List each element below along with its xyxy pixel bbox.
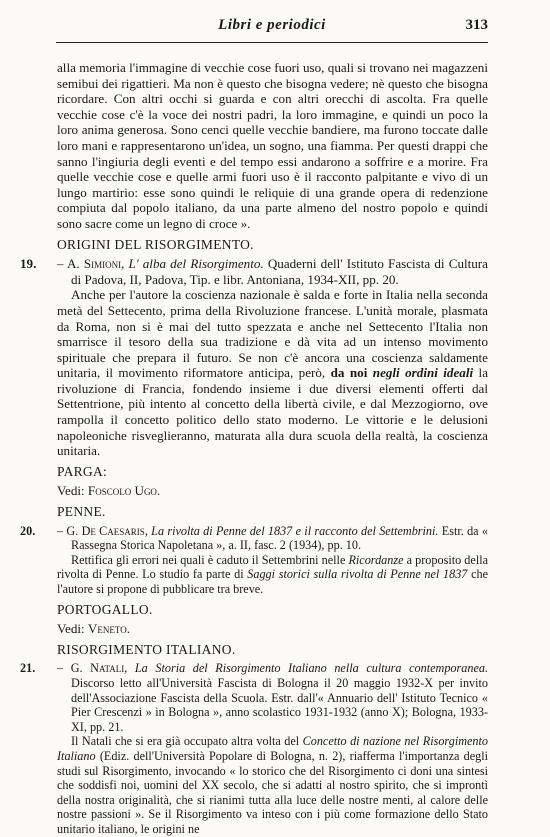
summary-text: Rettifica gli errori nei quali è caduto il Settembrini nelle <box>71 552 349 567</box>
entry-publication: Estr. da « Rassegna Storica Napoletana », a. II, fasc. 2 (1934), pp. 10. <box>71 523 488 553</box>
summary-italic: negli ordini ideali <box>372 365 474 381</box>
running-title: Libri e periodici <box>218 17 326 33</box>
entry-title: , La Storia del Risorgimento Italiano nella cultura contemporanea. <box>124 661 488 676</box>
summary-italic: Concetto di nazione nel Risorgimento Italiano <box>57 734 488 763</box>
entry-publication: Discorso letto all'Università Fascista di Bologna il 20 maggio 1932-X per invito dell'Associazione Fascista della Scuola. Estr. dall'« Annuario dell' Istituto Tecnico « Pier Crescenzi » in Bologna », anno scolastico 1931-1932 (anno X); Bologna, 1933-XI, pp. 21. <box>71 675 488 734</box>
summary-text: Anche per l'autore la coscienza nazionale è salda e forte in Italia nella seconda metà del Settecento, prima della Rivoluzione francese. L'unità morale, plasmata da Roma, non si è mai del tutto spezzata e anche nel Settecento l'Italia non smarrisce il tesoro della sua tradizione e dà vita ad un intenso movimento spirituale che prepara il futuro. Se non c'è ancora una coscienza saldamente unitaria, il movimento riformatore anticipa, però, <box>57 287 488 381</box>
section-heading-parga: PARGA: <box>57 463 108 479</box>
summary-text: la rivoluzione di Francia, fondendo insieme i due diversi elementi offerti dal Settentrione, più intento al concetto della libertà civile, e dal Mezzogiorno, ove rampolla il concetto politico dello stato moderno. Le vittorie e le delusioni napoleoniche risveglieranno, maturata alla dura scuola della realtà, la coscienza unitaria. <box>57 365 489 459</box>
page-number: 313 <box>465 17 488 33</box>
see-also-portogallo <box>57 621 488 637</box>
summary-text: a proposito della rivolta di Penne. Lo studio fa parte di <box>57 552 488 582</box>
see-label: Vedi: <box>57 621 88 637</box>
summary-text: Il Natali che si era già occupato altra volta del <box>71 734 303 749</box>
see-target: Veneto. <box>87 621 130 637</box>
see-also-parga <box>57 483 488 499</box>
intro-paragraph: alla memoria l'immagine di vecchie cose fuori uso, quali si trovano nei magazzeni semibui dei rigattieri. Ma non è questo che bisogna vedere; nè questo che bisogna ricordare. Con altri occhi si guarda e con altri orecchi di ascolta. Fra quelle vecchie cose c'è la voce dei nostri padri, la loro immagine, e quindi un poco la loro anima generosa. Sono cenci quelle vecchie bandiere, ma furono toccate dalle loro mani e rappresentarono un'idea, un sogno, una fiamma. Per questi drappi che sanno l'ingiuria degli eventi e del tempo essi andarono a soffrire e a morire. Fra quelle vecchie cose e quelle armi fuori uso è il racconto palpitante e vivo di un lungo martirio: esse sono quindi le reliquie di una grande opera di redenzione compiuta dal popolo italiano, da una parte almeno del nostro popolo e quindi sono sacre come un legno di croce ». <box>57 60 488 231</box>
summary-text: (Ediz. dell'Università Popolare di Bologna, n. 2), riafferma l'importanza degli studi sul Risorgimento, invocando « lo storico che del Risorgimento ci doni una sintesi che soddisfi noi, uomini del XX secolo, che si adatti al nostro spirito, che si improntì della nostra originalità, che si rianimi tutta alla luce delle nostre menti, al calore delle nostre passioni ». Se il Risorgimento va inteso con i più come formazione dello Stato unitario italiano, le origini ne <box>57 748 488 836</box>
see-target: Foscolo Ugo. <box>87 483 161 499</box>
section-heading-penne: PENNE. <box>57 504 106 520</box>
section-heading-portogallo: PORTOGALLO. <box>57 601 153 617</box>
entry-number: 20. <box>20 523 36 538</box>
entry-citation <box>57 661 488 734</box>
page-header <box>56 12 488 43</box>
entry-citation <box>57 524 488 553</box>
summary-italic: Ricordanze <box>348 552 404 567</box>
entry-publication: Quaderni dell' Istituto Fascista di Cultura di Padova, II, Padova, Tip. e libr. Antoniana, 1934-XII, pp. 20. <box>71 256 488 287</box>
entry-number: 21. <box>20 661 36 676</box>
entry-summary <box>57 553 488 597</box>
entry-number: 19. <box>20 256 37 272</box>
entry-title: , La rivolta di Penne del 1837 e il racconto del Settembrini. <box>144 523 439 538</box>
entry-dash: – A. <box>57 256 84 272</box>
summary-bold: da noi <box>330 365 373 381</box>
summary-text: che l'autore si propone di pubblicare tra breve. <box>57 567 488 596</box>
see-label: Vedi: <box>57 483 88 499</box>
summary-italic: Saggi storici sulla rivolta di Penne nel 1837 <box>247 567 468 582</box>
entry-author: Natali <box>90 661 125 676</box>
section-heading-risorgimento: RISORGIMENTO ITALIANO. <box>57 641 236 657</box>
entry-summary <box>57 287 488 459</box>
section-heading-origini: ORIGINI DEL RISORGIMENTO. <box>57 236 254 252</box>
entry-title: , L' alba del Risorgimento. <box>121 256 264 272</box>
entry-dash: – G. <box>57 661 91 676</box>
entry-author: De Caesaris <box>81 523 145 538</box>
bibliography-entry-21 <box>20 661 488 836</box>
entry-author: Simioni <box>83 256 122 272</box>
bibliography-entry-19 <box>20 256 488 459</box>
entry-citation <box>57 256 488 287</box>
entry-dash: – G. <box>57 523 82 538</box>
page-content <box>20 60 488 837</box>
bibliography-entry-20 <box>20 524 488 597</box>
entry-summary <box>57 734 488 836</box>
